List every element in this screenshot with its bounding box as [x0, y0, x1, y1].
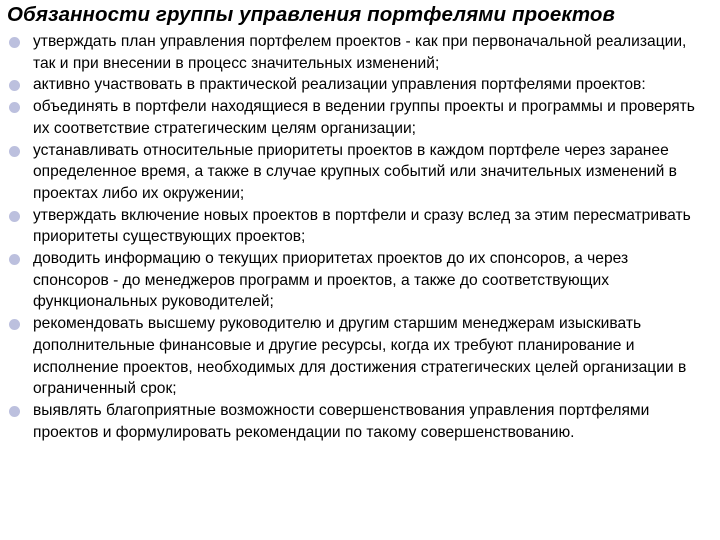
- list-item-text: выявлять благоприятные возможности совершенствования управления портфелями проектов и формулировать рекомендации по такому совершенствованию.: [33, 401, 650, 441]
- list-item: [0, 205, 720, 248]
- list-item: [0, 313, 720, 400]
- bullet-circle-icon: [9, 80, 20, 91]
- bullet-circle-icon: [9, 211, 20, 222]
- list-item-text: утверждать включение новых проектов в портфели и сразу вслед за этим пересматривать приоритеты существующих проектов;: [33, 206, 691, 246]
- list-item-text: рекомендовать высшему руководителю и другим старшим менеджерам изыскивать дополнительные финансовые и другие ресурсы, когда их требуют планирование и исполнение проектов, необходимых для достижения стратегических целей организации в ограниченный срок;: [33, 315, 687, 398]
- duties-list: [0, 31, 720, 443]
- list-item: [0, 400, 720, 443]
- bullet-circle-icon: [9, 254, 20, 265]
- list-item: [0, 31, 720, 74]
- list-item-text: доводить информацию о текущих приоритетах проектов до их спонсоров, а через спонсоров - до менеджеров программ и проектов, а также до соответствующих функциональных руководителей;: [33, 250, 629, 311]
- list-item: [0, 96, 720, 139]
- list-item-text: устанавливать относительные приоритеты проектов в каждом портфеле через заранее определенное время, а также в случае крупных событий или значительных изменений в проектах либо их окружении;: [33, 141, 677, 202]
- list-item-text: объединять в портфели находящиеся в ведении группы проекты и программы и проверять их соответствие стратегическим целям организации;: [33, 98, 695, 137]
- bullet-circle-icon: [9, 406, 20, 417]
- list-item: [0, 248, 720, 313]
- list-item-text: активно участвовать в практической реализации управления портфелями проектов:: [33, 76, 646, 94]
- list-item-text: утверждать план управления портфелем проектов - как при первоначальной реализации, так и при внесении в процесс значительных изменений;: [33, 33, 687, 72]
- bullet-circle-icon: [9, 102, 20, 113]
- bullet-circle-icon: [9, 146, 20, 157]
- list-item: [0, 74, 720, 96]
- bullet-circle-icon: [9, 319, 20, 330]
- list-item: [0, 140, 720, 205]
- bullet-circle-icon: [9, 37, 20, 48]
- slide-title: Обязанности группы управления портфелями проектов: [7, 3, 615, 26]
